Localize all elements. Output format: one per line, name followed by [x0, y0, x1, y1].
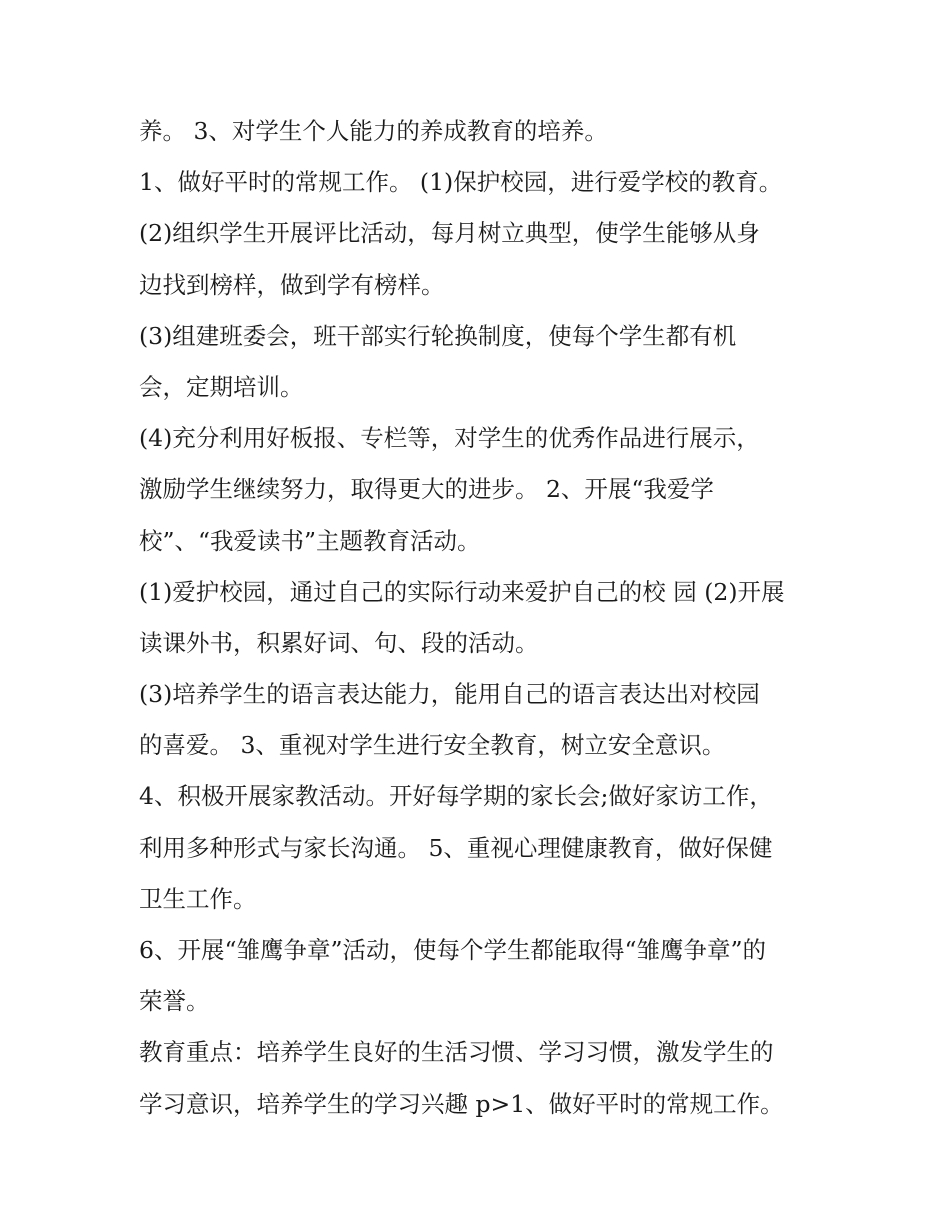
- text-line: (1)爱护校园，通过自己的实际行动来爱护自己的校 园 (2)开展: [139, 577, 785, 606]
- text-line: 4、积极开展家教活动。开好每学期的家长会;做好家访工作，: [139, 782, 773, 811]
- text-line: 读课外书，积累好词、句、段的活动。: [139, 628, 539, 657]
- text-line: (2)组织学生开展评比活动，每月树立典型，使学生能够从身: [139, 219, 760, 248]
- text-line: (3)组建班委会，班干部实行轮换制度，使每个学生都有机: [139, 321, 737, 350]
- text-line: 边找到榜样，做到学有榜样。: [139, 270, 445, 299]
- text-line: 荣誉。: [139, 987, 210, 1016]
- text-line: 利用多种形式与家长沟通。 5、重视心理健康教育，做好保健: [139, 833, 773, 862]
- text-line: 激励学生继续努力，取得更大的进步。 2、开展“我爱学: [139, 475, 714, 504]
- text-line: 卫生工作。: [139, 884, 257, 913]
- text-line: 6、开展“雏鹰争章”活动，使每个学生都能取得“雏鹰争章”的: [139, 936, 767, 964]
- text-line: 养。 3、对学生个人能力的养成教育的培养。: [139, 117, 608, 145]
- text-line: 的喜爱。 3、重视对学生进行安全教育，树立安全意识。: [139, 731, 726, 760]
- text-line: (3)培养学生的语言表达能力，能用自己的语言表达出对校园: [139, 680, 760, 709]
- text-line: (4)充分利用好板报、专栏等，对学生的优秀作品进行展示，: [139, 424, 760, 453]
- text-line: 学习意识，培养学生的学习兴趣 p>1、做好平时的常规工作。: [139, 1089, 784, 1118]
- text-line: 教育重点：培养学生良好的生活习惯、学习习惯，激发学生的: [139, 1038, 774, 1067]
- document-body: [139, 106, 829, 1130]
- text-line: 1、做好平时的常规工作。 (1)保护校园，进行爱学校的教育。: [139, 168, 783, 197]
- text-line: 会，定期培训。: [139, 372, 304, 401]
- text-line: 校”、“我爱读书”主题教育活动。: [139, 526, 481, 555]
